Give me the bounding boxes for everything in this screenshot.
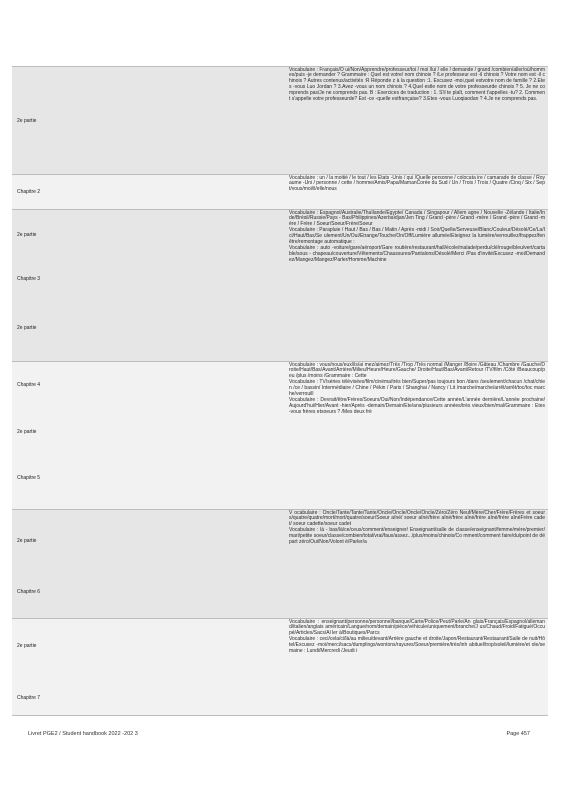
content-paragraph: Vocabulaire : là - bas/là/ce/ceux/comment/enseigner/ Enseignant/salle de classe/enseignant/femme/mère/premier/mari/petite soeur/classe/combien/total/vrai/faux/assez.../plus/moins/chinois/Co mment/comment faire/du/point de départ zéro/Oui/Non/Volont é/Parler/a — [289, 527, 545, 546]
row-label: Chapitre 4 — [17, 382, 41, 388]
row-label-column — [12, 510, 287, 618]
row-label: 2e partie — [17, 538, 37, 544]
content-paragraph: Vocabulaire : ceci/cela/ci/là/au milieu/devant/Arrière gauche et droite/Japon/Restaurant/Restaurant/Salle de nuit/Hôtel/Excusez -moi/merci/sacs/dumplings/wontons/rayures/Soeur/première/très/inh abituel/trop/soleil/lumière/et ole/semaine : Lundi/Mercredi /Jeudi i — [289, 636, 545, 655]
table-row — [12, 67, 548, 175]
row-label: 2e partie — [17, 643, 37, 649]
row-content — [287, 67, 548, 174]
content-paragraph: Vocabulaire : vous/nous/eux/ils/ai mez/aimez/Très /Trop /Très normal /Manger /Boire /Gâteau /Chambre /Gauche/Droite/Haut/Bas/Avant/Arrière/Milieu/Heure/Heure/Gauche/ Droite/Haut/Bas/Avant/Retour /TV/film /Côté /Beaucoup/peu /plus /moins /Grammaire : Cette — [289, 361, 545, 380]
row-label: 2e partie — [17, 325, 37, 331]
row-label: Chapitre 2 — [17, 189, 41, 195]
content-paragraph: Vocabulaire : Français/O ui/Non/Apprendre/professeur/toi / moi /lui / elle / demande / grand /combien/aller/où/hommes/puis -je demander ? Grammaire : Quel est votre/ nom chinois ? /Le professeur est -il chinois ? Votre nom est -il chinois ? Autres contenus/activités :R Réponde z à la question :1. Excusez -moi,quel estvotre nom de famille ? 2.Etes -vous Luo Jordan ? 3.Avez -vous un nom chinois ? 4.Quel estle nom de votre professeurde chinois ? 5. Je ne comprends pas/Je ne comprends pas. B : Exercices de traduction : 1. S'il te plaît, comment t'appelles -tu? 2. Comment s'appelle votre professeurde? Est -ce -quelle estfrançaise? 3.Etes -vous Luoqiaodan ? 4.Je ne comprends pas. — [289, 66, 545, 103]
row-label-column — [12, 67, 287, 174]
table-row — [12, 362, 548, 510]
content-paragraph: Vocabulaire : TV/séries télévisées/film/cinéma/très bien/Super/pas toujours bon /dans /seulement/chacun /chat/chien /ce / bassin/ Intermédiaire / Chine / Pékin / Paris / Shanghai / Nancy / Lit /marche/marche/arrêt/arrêt/toc/toc marche/verrouill — [289, 379, 545, 398]
table-row — [12, 175, 548, 210]
row-label-column — [12, 175, 287, 209]
content-paragraph: Vocabulaire : Espagnol/Australie/Thaïlande/Egypte/ Canada / Singapour / Allem agne / Nouvelle -Zélande / Italie/Inde/Brésil/Russie/Pays - Bas/Philippines/Azerbaïdjan/Jen Ting / Grand -père / Grand -mère / Grand -père / Grand -mère / Frère / Soeur/Soeur/Frère/Soeur — [289, 209, 545, 228]
table-row — [12, 619, 548, 716]
row-label-column — [12, 210, 287, 361]
row-content — [287, 619, 548, 715]
curriculum-table — [12, 66, 548, 716]
content-paragraph: Vocabulaire : Parapluie / Haut / Bas / Bas / Matin / Après -midi / Soir/Quelle/Serveuse/Blanc/Couleur/Désolé/Ce/La/Ici/Haut/Bas/Se ulement/Un/Oui/Etrange/Touche/On/Off/Lumière allumée/Eteignez la lumière/verrouillez/frappez/fenêtre/remontage automatique : — [289, 227, 545, 246]
row-label: Chapitre 7 — [17, 695, 41, 701]
row-label-column — [12, 619, 287, 715]
row-label: Chapitre 5 — [17, 475, 41, 481]
row-content — [287, 510, 548, 618]
row-label: 2e partie — [17, 429, 37, 435]
page-number: Page 457 — [506, 731, 530, 737]
row-content — [287, 210, 548, 361]
content-paragraph: Vocabulaire : auto -voiture/gare/aéroport/Gare routière/restaurant/hall/école/malade/perdu/clé/rouge/bleu/vert/carta ble/sous - chapeau/couverture/Vêtements/Chaussures/Pantalons/Désolé/Merci /Pas d'invité/Excusez -moi/Demandez/Mangez/Mangez/Parler/Homme/Machine — [289, 244, 545, 263]
row-label: 2e partie — [17, 232, 37, 238]
content-paragraph: Vocabulaire : Devrait/être/Frères/Soeurs/Oui/Non/Indépendance/Cette année/L'année dernière/L'année prochaine/Aujourd'hui/Hier/Avant -hier/Après -demain/Demain/Ete/ans/plusieurs années/très vieux/bien/mal/Grammaire : Etes -vous frères etsoeurs ? /Mes deux frè — [289, 396, 545, 415]
content-paragraph: Vocabulaire : enseignant/personne/personnel/banque/Carte/Police/Peut/Parle/An glais/Français/Espagnol/allemand/italien/anglais américain/Langue/nom/demain/pièce/véhicule/uniquement/branche/J us/Chaud/Froid/Fatigué/Occupé/Articles/Sacs/Al ler à/Boutiques/Parcs — [289, 618, 545, 637]
row-label-column — [12, 362, 287, 509]
footer-handbook-title: Livret PGE2 / Student handbook 2022 -202 3 — [28, 731, 138, 737]
row-content — [287, 175, 548, 209]
row-label: Chapitre 6 — [17, 589, 41, 595]
row-content — [287, 362, 548, 509]
page-footer — [28, 731, 530, 737]
table-row — [12, 210, 548, 362]
row-label: 2e partie — [17, 118, 37, 124]
table-row — [12, 510, 548, 619]
content-paragraph: Vocabulaire : un / la moitié / le tout / les Etats -Unis / qui /Quelle personne / colocata ire / camarade de classe / Royaume -Uni / personne / cette / homme/Amis/Papa/MamanCorée du Sud / Un / Trois / Trois / Quatre /Cinq / Six / Sept/vous/moi/il/elle/nous — [289, 174, 545, 193]
row-label: Chapitre 3 — [17, 276, 41, 282]
content-paragraph: V ocabulaire : Oncle/Tante/Tante/Tante/Oncle/Oncle/Oncle/Oncle/Zéro/Zéro Neuf/Mère/Cher/Frère/Frères et soeurs/quatre/quatre/mort/mort/quatre/soeur/Soeur aîné/ soeur aîné/frère aîné/frère aîné/frère aîné/frère aînéFrère cadet/ soeur cadette/soeur cadet — [289, 509, 545, 528]
